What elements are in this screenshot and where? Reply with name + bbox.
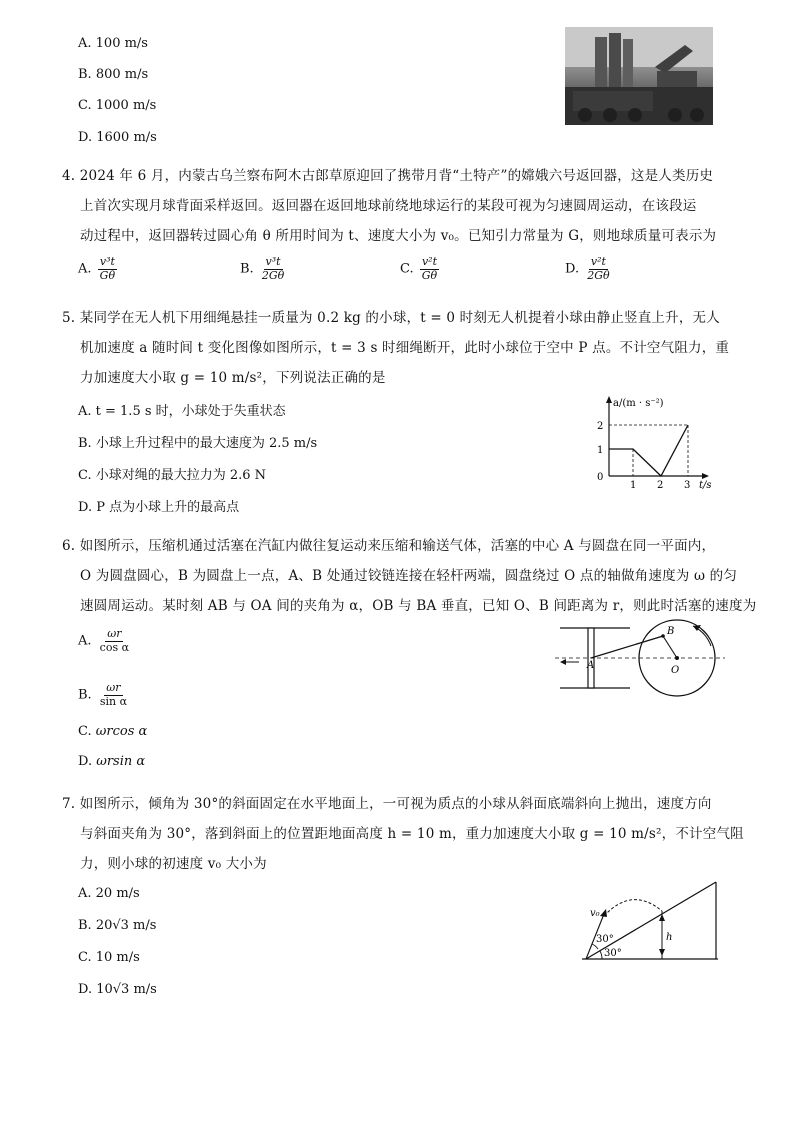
q3-option-c: C. 1000 m/s (78, 98, 157, 113)
q6-stem-line-3: 速圆周运动。某时刻 AB 与 OA 间的夹角为 α，OB 与 BA 垂直，已知 O、B 间距离为 r，则此时活塞的速度为 (80, 598, 757, 614)
q6-option-d (78, 754, 145, 769)
q6-option-b-num: ωr (106, 681, 121, 694)
q6-option-b-den: sin α (99, 694, 128, 708)
q5-stem-line-1: 5. 某同学在无人机下用细绳悬挂一质量为 0.2 kg 的小球，t = 0 时刻无人机提着小球由静止竖直上升，无人 (62, 310, 720, 326)
angle-velocity-label: 30° (596, 934, 614, 945)
q7-option-a: A. 20 m/s (78, 886, 140, 901)
q5-option-c: C. 小球对绳的最大拉力为 2.6 N (78, 468, 267, 483)
q4-option-b-label: B. (240, 261, 254, 277)
q4-option-b-den: 2Gθ (261, 268, 285, 282)
q6-option-a-den: cos α (99, 640, 130, 654)
q4-option-d (565, 256, 612, 282)
graph-x-axis-label: t/s (699, 480, 712, 491)
q6-option-a (78, 628, 131, 654)
graph-x-tick-1: 1 (630, 480, 637, 491)
q5-stem-line-2: 机加速度 a 随时间 t 变化图像如图所示，t = 3 s 时细绳断开，此时小球位于空中 P 点。不计空气阻力，重 (80, 340, 730, 356)
graph-y-tick-1: 1 (597, 445, 604, 456)
incline-projectile-figure (582, 876, 722, 964)
q6-option-a-label: A. (78, 633, 92, 649)
missile-launcher-photo (565, 27, 713, 125)
q6-option-b (78, 682, 129, 708)
q6-stem-line-1: 6. 如图所示，压缩机通过活塞在汽缸内做往复运动来压缩和输送气体，活塞的中心 A 与圆盘在同一平面内， (62, 538, 716, 554)
graph-x-tick-2: 2 (657, 480, 664, 491)
angle-incline-label: 30° (604, 948, 622, 959)
q4-option-c (400, 256, 439, 282)
q6-option-d-text: ωrsin α (96, 754, 146, 769)
q4-option-c-num: v²t (421, 255, 437, 268)
q4-option-c-label: C. (400, 261, 414, 277)
height-h-label: h (666, 932, 673, 943)
q6-option-c-label: C. (78, 724, 92, 739)
v0-label: v₀ (590, 908, 600, 919)
q5-option-a: A. t = 1.5 s 时，小球处于失重状态 (78, 404, 286, 419)
q7-stem-line-2: 与斜面夹角为 30°，落到斜面上的位置距地面高度 h = 10 m，重力加速度大小取 g = 10 m/s²，不计空气阻 (80, 826, 744, 842)
missile-launcher-illustration (565, 27, 713, 125)
q4-option-d-label: D. (565, 261, 580, 277)
point-o-label: O (671, 665, 680, 676)
q7-option-c: C. 10 m/s (78, 950, 140, 965)
q4-option-b-num: v³t (265, 255, 281, 268)
graph-y-axis-label: a/(m · s⁻²) (613, 398, 664, 409)
compressor-piston-figure (555, 612, 730, 707)
q4-option-a-den: Gθ (99, 268, 116, 282)
q7-option-d: D. 10√3 m/s (78, 982, 157, 997)
q7-stem-line-3: 力，则小球的初速度 v₀ 大小为 (80, 856, 267, 872)
q7-stem-line-1: 7. 如图所示，倾角为 30°的斜面固定在水平地面上，一可视为质点的小球从斜面底端斜向上抛出，速度方向 (62, 796, 712, 812)
q6-option-c-text: ωrcos α (95, 724, 148, 739)
graph-a-t-line (609, 425, 688, 476)
q5-option-b: B. 小球上升过程中的最大速度为 2.5 m/s (78, 436, 318, 451)
q6-option-b-label: B. (78, 687, 92, 703)
q6-option-c (78, 724, 147, 739)
q4-stem-line-2: 上首次实现月球背面采样返回。返回器在返回地球前绕地球运行的某段可视为匀速圆周运动，在该段运 (80, 198, 697, 214)
q7-option-b: B. 20√3 m/s (78, 918, 157, 933)
q5-stem-line-3: 力加速度大小取 g = 10 m/s²，下列说法正确的是 (80, 370, 386, 386)
graph-y-tick-0: 0 (597, 472, 604, 483)
q4-stem-line-1: 4. 2024 年 6 月，内蒙古乌兰察布阿木古郎草原迎回了携带月背“土特产”的嫦娥六号返回器，这是人类历史 (62, 168, 714, 184)
q4-option-d-num: v²t (590, 255, 606, 268)
point-a-label: A (587, 660, 595, 671)
q4-stem-line-3: 动过程中，返回器转过圆心角 θ 所用时间为 t、速度大小为 v₀。已知引力常量为 G，则地球质量可表示为 (80, 228, 717, 244)
q4-option-c-den: Gθ (421, 268, 438, 282)
q3-option-d: D. 1600 m/s (78, 130, 157, 145)
q4-option-a-label: A. (78, 261, 92, 277)
q6-option-a-num: ωr (107, 627, 122, 640)
q4-option-d-den: 2Gθ (587, 268, 610, 282)
q4-option-b (240, 256, 286, 282)
acceleration-time-graph (585, 392, 725, 492)
graph-y-tick-2: 2 (597, 421, 604, 432)
graph-x-tick-3: 3 (684, 480, 691, 491)
point-b-label: B (667, 626, 675, 637)
q6-option-d-label: D. (78, 754, 93, 769)
q3-option-b: B. 800 m/s (78, 67, 149, 82)
q5-option-d: D. P 点为小球上升的最高点 (78, 500, 240, 515)
q6-stem-line-2: O 为圆盘圆心，B 为圆盘上一点，A、B 处通过铰链连接在轻杆两端，圆盘绕过 O 点的轴做角速度为 ω 的匀 (80, 568, 738, 584)
q4-option-a-num: v³t (99, 255, 115, 268)
q4-option-a (78, 256, 117, 282)
q3-option-a: A. 100 m/s (78, 36, 148, 51)
